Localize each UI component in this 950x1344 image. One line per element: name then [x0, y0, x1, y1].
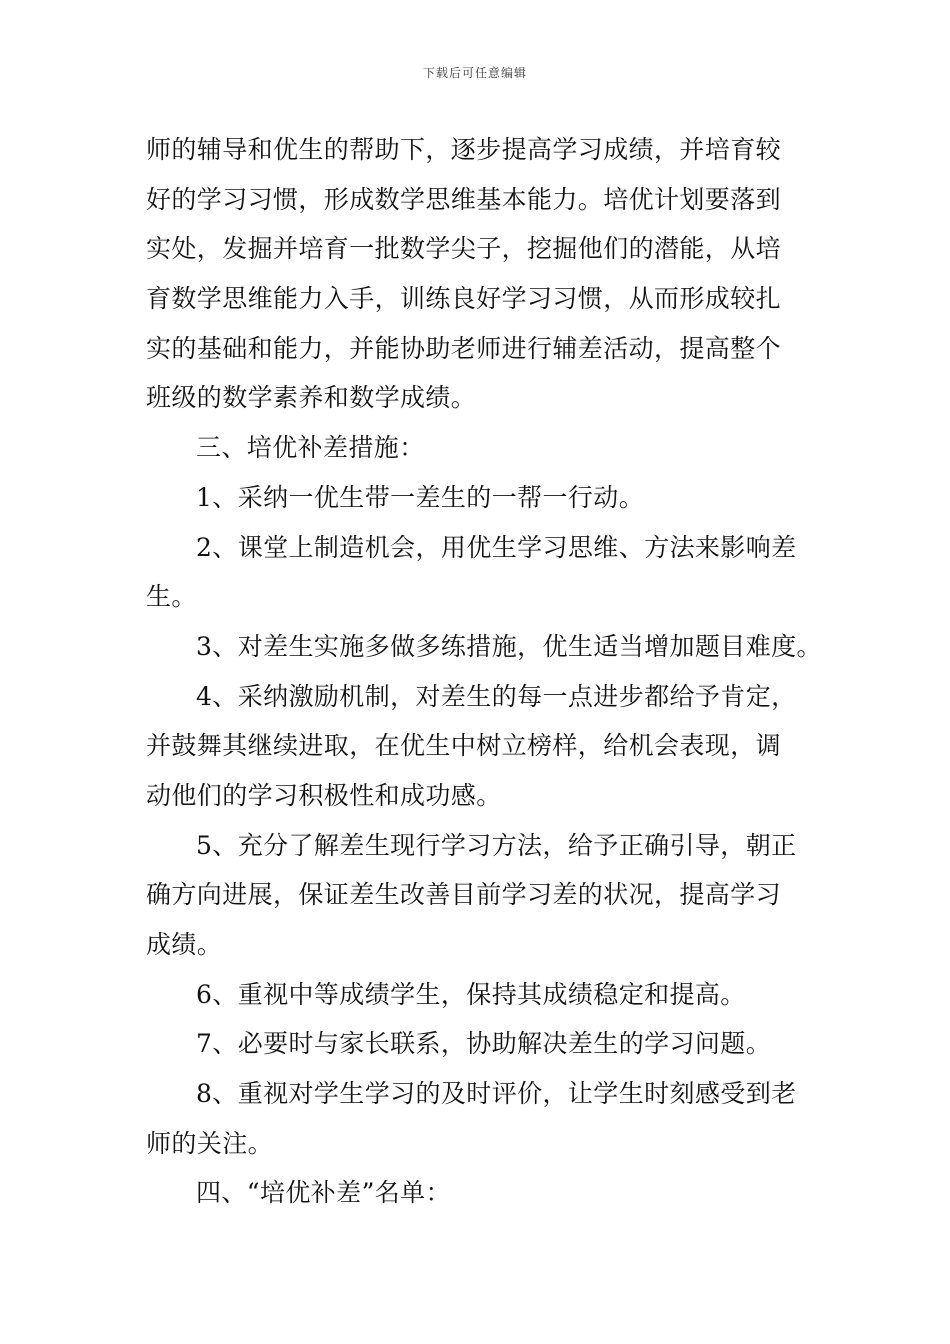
list-item: 8、重视对学生学习的及时评价，让学生时刻感受到老 [196, 1079, 797, 1109]
page-header: 下载后可任意编辑 [422, 66, 527, 80]
list-item-continuation: 师的关注。 [146, 1128, 274, 1158]
document-body [146, 125, 822, 1218]
list-item: 7、必要时与家长联系，协助解决差生的学习问题。 [196, 1029, 772, 1059]
list-item: 5、充分了解差生现行学习方法，给予正确引导，朝正 [196, 830, 797, 860]
list-item-continuation: 生。 [146, 582, 197, 612]
paragraph-line: 育数学思维能力入手，训练良好学习习惯，从而形成较扎 [146, 284, 782, 314]
list-item-continuation: 成绩。 [146, 930, 223, 959]
section-heading: 四、“培优补差”名单： [196, 1178, 451, 1208]
list-item: 2、课堂上制造机会，用优生学习思维、方法来影响差 [196, 532, 797, 562]
list-item-continuation: 确方向进展，保证差生改善目前学习差的状况，提高学习 [146, 880, 782, 910]
paragraph-line: 实处，发掘并培育一批数学尖子，挖掘他们的潜能，从培 [146, 234, 782, 264]
list-item-continuation: 并鼓舞其继续进取，在优生中树立榜样，给机会表现，调 [146, 731, 782, 761]
list-item: 1、采纳一优生带一差生的一帮一行动。 [196, 482, 645, 512]
section-heading: 三、培优补差措施： [196, 433, 425, 463]
paragraph-line: 师的辅导和优生的帮助下，逐步提高学习成绩，并培育较 [146, 135, 782, 164]
list-item-continuation: 动他们的学习积极性和成功感。 [146, 780, 502, 810]
paragraph-line: 班级的数学素养和数学成绩。 [146, 383, 477, 413]
paragraph-line: 实的基础和能力，并能协助老师进行辅差活动，提高整个 [146, 333, 782, 363]
paragraph-line: 好的学习习惯，形成数学思维基本能力。培优计划要落到 [146, 184, 782, 214]
list-item: 3、对差生实施多做多练措施，优生适当增加题目难度。 [196, 631, 822, 661]
list-item: 6、重视中等成绩学生，保持其成绩稳定和提高。 [196, 979, 746, 1009]
list-item: 4、采纳激励机制，对差生的每一点进步都给予肯定， [196, 681, 797, 711]
